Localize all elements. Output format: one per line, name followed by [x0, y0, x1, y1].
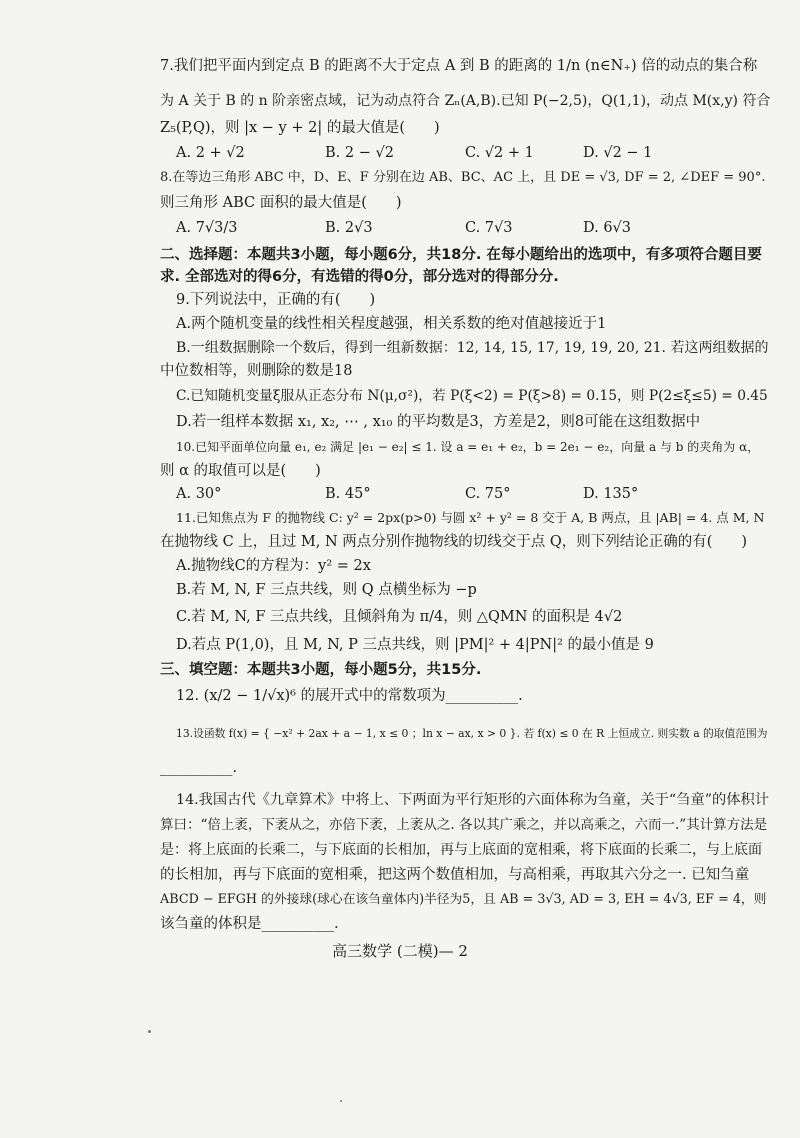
q7-line2: 为 A 关于 B 的 n 阶亲密点域，记为动点符合 Zₙ(A,B).已知 P(−2,5)，Q(1,1)，动点 M(x,y) 符合	[160, 93, 771, 109]
q10-option-a: A. 30°	[176, 486, 222, 502]
q10-option-c: C. 75°	[465, 486, 511, 502]
scan-speck	[340, 1100, 342, 1102]
q8-line1: 8.在等边三角形 ABC 中，D、E、F 分别在边 AB、BC、AC 上，且 DE = √3, DF = 2, ∠DEF = 90°.	[160, 170, 766, 185]
section2-heading-line1: 二、选择题：本题共3小题，每小题6分，共18分. 在每小题给出的选项中，有多项符合题目要	[160, 247, 762, 263]
q8-option-b: B. 2√3	[325, 220, 373, 236]
section3-heading: 三、填空题：本题共3小题，每小题5分，共15分.	[160, 662, 482, 678]
q8-option-c: C. 7√3	[465, 220, 513, 236]
section2-heading-line2: 求. 全部选对的得6分，有选错的得0分，部分选对的得部分分.	[160, 269, 559, 285]
q7-line3: Z₅(P,Q)，则 |x − y + 2| 的最大值是( )	[160, 120, 440, 136]
q10-option-b: B. 45°	[325, 486, 371, 502]
q11-option-a: A.抛物线C的方程为：y² = 2x	[176, 558, 371, 574]
q9-option-c: C.已知随机变量ξ服从正态分布 N(μ,σ²)，若 P(ξ<2) = P(ξ>8) = 0.15，则 P(2≤ξ≤5) = 0.45	[176, 388, 768, 404]
q10-line2: 则 α 的取值可以是( )	[160, 463, 321, 479]
q12-text: 12. (x/2 − 1/√x)⁶ 的展开式中的常数项为__________.	[176, 688, 523, 704]
q11-line2: 在抛物线 C 上，且过 M, N 两点分别作抛物线的切线交于点 Q，则下列结论正确的有( )	[160, 534, 748, 550]
q8-line2: 则三角形 ABC 面积的最大值是( )	[160, 195, 402, 211]
q9-option-d: D.若一组样本数据 x₁, x₂, ⋯ , x₁₀ 的平均数是3，方差是2，则8可能在这组数据中	[176, 414, 701, 430]
q13-line1: 13.设函数 f(x) = { −x² + 2ax + a − 1, x ≤ 0 ；ln x − ax, x > 0 }. 若 f(x) ≤ 0 在 R 上恒成立. 则实数 a 的取值范围为	[176, 727, 768, 740]
page-footer: 高三数学 (二模)— 2	[332, 942, 468, 960]
q7-option-d: D. √2 − 1	[583, 145, 653, 161]
q14-line4: 的长相加，再与下底面的宽相乘，把这两个数值相加，与高相乘，再取其六分之一. 已知刍童	[160, 867, 750, 883]
q9-option-a: A.两个随机变量的线性相关程度越强，相关系数的绝对值越接近于1	[176, 316, 607, 332]
q10-option-d: D. 135°	[583, 486, 639, 502]
q13-line2: __________.	[160, 760, 238, 776]
q14-line5: ABCD − EFGH 的外接球(球心在该刍童体内)半径为5，且 AB = 3√3, AD = 3, EH = 4√3, EF = 4，则	[160, 892, 767, 907]
q14-line2: 算曰：“倍上袤，下袤从之，亦倍下袤，上袤从之. 各以其广乘之，并以高乘之，六而一.”其计算方法是	[160, 817, 768, 833]
q7-option-b: B. 2 − √2	[325, 145, 394, 161]
q8-option-d: D. 6√3	[583, 220, 632, 236]
q14-line1: 14.我国古代《九章算术》中将上、下两面为平行矩形的六面体称为刍童，关于“刍童”的体积计	[176, 792, 769, 808]
q9-option-b-line2: 中位数相等，则删除的数是18	[160, 363, 353, 379]
q14-line3: 是：将上底面的长乘二，与下底面的长相加，再与上底面的宽相乘，将下底面的长乘二，与上底面	[160, 842, 762, 858]
q7-line1: 7.我们把平面内到定点 B 的距离不大于定点 A 到 B 的距离的 1/n (n∈N₊) 倍的动点的集合称	[160, 58, 758, 74]
scan-speck	[148, 1030, 151, 1033]
q11-option-d: D.若点 P(1,0)，且 M, N, P 三点共线，则 |PM|² + 4|PN|² 的最小值是 9	[176, 637, 654, 653]
q7-option-a: A. 2 + √2	[176, 145, 245, 161]
q8-option-a: A. 7√3/3	[176, 220, 238, 236]
q11-line1: 11.已知焦点为 F 的抛物线 C: y² = 2px(p>0) 与圆 x² + y² = 8 交于 A, B 两点，且 |AB| = 4. 点 M, N	[176, 510, 765, 525]
q11-option-c: C.若 M, N, F 三点共线，且倾斜角为 π/4，则 △QMN 的面积是 4√2	[176, 609, 623, 625]
q9-stem: 9.下列说法中，正确的有( )	[176, 292, 376, 308]
q7-option-c: C. √2 + 1	[465, 145, 534, 161]
q11-option-b: B.若 M, N, F 三点共线，则 Q 点横坐标为 −p	[176, 582, 477, 598]
q14-line6: 该刍童的体积是__________.	[160, 916, 339, 932]
q10-line1: 10.已知平面单位向量 e₁, e₂ 满足 |e₁ − e₂| ≤ 1. 设 a = e₁ + e₂，b = 2e₁ − e₂，向量 a 与 b 的夹角为 α，	[176, 440, 760, 454]
q9-option-b-line1: B.一组数据删除一个数后，得到一组新数据：12, 14, 15, 17, 19, 19, 20, 21. 若这两组数据的	[176, 340, 769, 356]
